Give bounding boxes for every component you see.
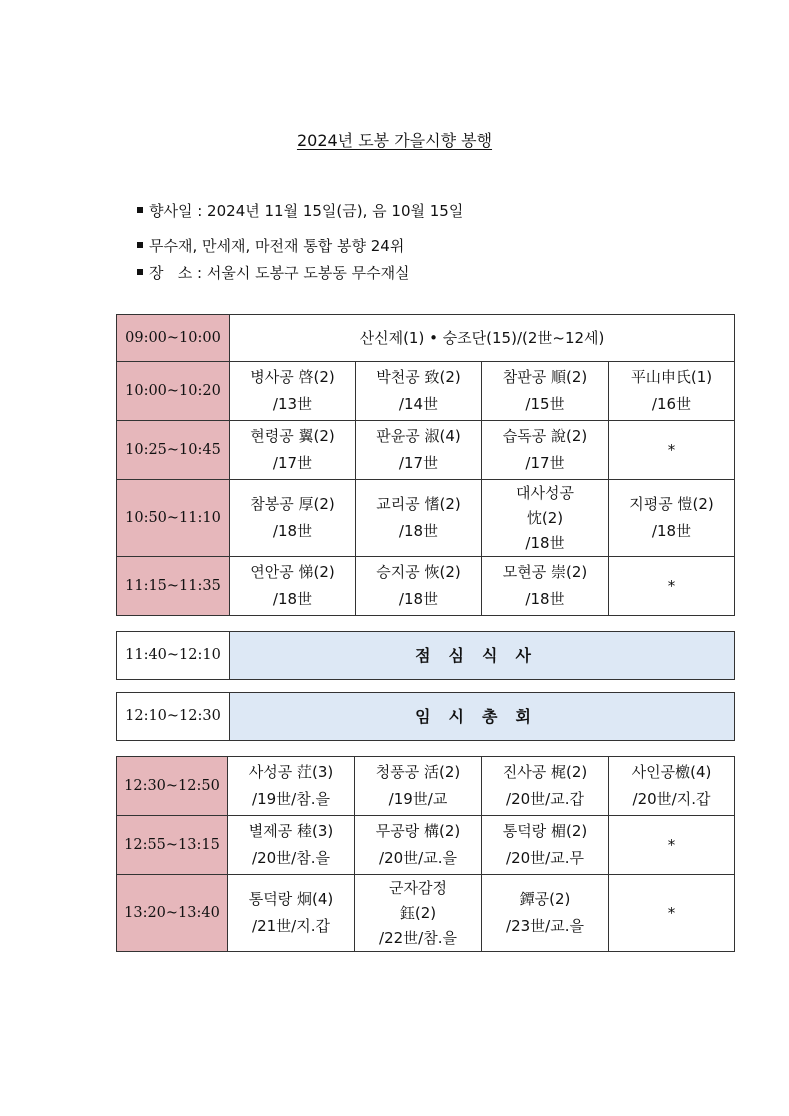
ceremony-cell: 산신제(1) • 숭조단(15)/(2世~12세) bbox=[230, 315, 735, 362]
bullet-icon bbox=[137, 207, 143, 213]
table-row bbox=[117, 757, 735, 816]
ancestor-cell: 연안공 悌(2) /18世 bbox=[230, 557, 356, 616]
bullet-icon bbox=[137, 242, 143, 248]
bullet-icon bbox=[137, 269, 143, 275]
table-row bbox=[117, 362, 735, 421]
document-title: 2024년 도봉 가을시향 봉행 bbox=[296, 131, 493, 150]
time-cell: 12:30~12:50 bbox=[117, 757, 228, 816]
ancestor-cell: 판윤공 淑(4) /17世 bbox=[356, 421, 482, 480]
empty-cell: * bbox=[609, 421, 735, 480]
info-participants-text: 무수재, 만세재, 마전재 통합 봉향 24위 bbox=[149, 237, 405, 255]
time-cell: 09:00~10:00 bbox=[117, 315, 230, 362]
ancestor-cell: 참판공 順(2) /15世 bbox=[482, 362, 609, 421]
info-date bbox=[137, 200, 463, 221]
time-cell: 10:00~10:20 bbox=[117, 362, 230, 421]
ancestor-cell: 교리공 愭(2) /18世 bbox=[356, 480, 482, 557]
ancestor-cell: 鐔공(2) /23世/교.을 bbox=[482, 875, 609, 952]
ancestor-cell: 平山申氏(1) /16世 bbox=[609, 362, 735, 421]
ancestor-cell: 습독공 說(2) /17世 bbox=[482, 421, 609, 480]
empty-cell: * bbox=[609, 816, 735, 875]
lunch-table bbox=[116, 631, 735, 680]
table-row bbox=[117, 315, 735, 362]
ancestor-cell: 통덕랑 炯(4) /21世/지.갑 bbox=[228, 875, 355, 952]
time-cell: 12:55~13:15 bbox=[117, 816, 228, 875]
info-date-text: 향사일 : 2024년 11월 15일(금), 음 10월 15일 bbox=[149, 202, 464, 220]
table-row bbox=[117, 557, 735, 616]
info-participants bbox=[137, 235, 404, 256]
ancestor-cell: 모현공 崇(2) /18世 bbox=[482, 557, 609, 616]
ancestor-cell: 청풍공 活(2) /19世/교 bbox=[355, 757, 482, 816]
info-location-text: 장 소 : 서울시 도봉구 도봉동 무수재실 bbox=[149, 264, 410, 282]
ancestor-cell: 군자감정 鈺(2) /22世/참.을 bbox=[355, 875, 482, 952]
ancestor-cell: 지평공 愷(2) /18世 bbox=[609, 480, 735, 557]
table-row bbox=[117, 421, 735, 480]
time-cell: 13:20~13:40 bbox=[117, 875, 228, 952]
ancestor-cell: 진사공 梶(2) /20世/교.갑 bbox=[482, 757, 609, 816]
ancestor-cell: 병사공 啓(2) /13世 bbox=[230, 362, 356, 421]
ancestor-cell: 사인공檄(4) /20世/지.갑 bbox=[609, 757, 735, 816]
meeting-table bbox=[116, 692, 735, 741]
time-cell: 10:50~11:10 bbox=[117, 480, 230, 557]
table-row bbox=[117, 875, 735, 952]
time-cell: 12:10~12:30 bbox=[117, 693, 230, 741]
ancestor-cell: 통덕랑 楣(2) /20世/교.무 bbox=[482, 816, 609, 875]
ancestor-cell: 승지공 恢(2) /18世 bbox=[356, 557, 482, 616]
time-cell: 11:40~12:10 bbox=[117, 632, 230, 680]
table-row bbox=[117, 693, 735, 741]
ancestor-cell: 별제공 稑(3) /20世/참.을 bbox=[228, 816, 355, 875]
ancestor-cell: 사성공 茳(3) /19世/참.을 bbox=[228, 757, 355, 816]
info-location bbox=[137, 262, 410, 283]
table-row bbox=[117, 632, 735, 680]
meeting-label: 임시총회 bbox=[230, 693, 735, 741]
ancestor-cell: 무공랑 構(2) /20世/교.을 bbox=[355, 816, 482, 875]
empty-cell: * bbox=[609, 875, 735, 952]
empty-cell: * bbox=[609, 557, 735, 616]
ancestor-cell: 대사성공 忱(2) /18世 bbox=[482, 480, 609, 557]
time-cell: 11:15~11:35 bbox=[117, 557, 230, 616]
table-row bbox=[117, 480, 735, 557]
time-cell: 10:25~10:45 bbox=[117, 421, 230, 480]
schedule-table-morning bbox=[116, 314, 735, 616]
ancestor-cell: 박천공 致(2) /14世 bbox=[356, 362, 482, 421]
lunch-label: 점심식사 bbox=[230, 632, 735, 680]
table-row bbox=[117, 816, 735, 875]
ancestor-cell: 현령공 翼(2) /17世 bbox=[230, 421, 356, 480]
ancestor-cell: 참봉공 厚(2) /18世 bbox=[230, 480, 356, 557]
schedule-table-afternoon bbox=[116, 756, 735, 952]
